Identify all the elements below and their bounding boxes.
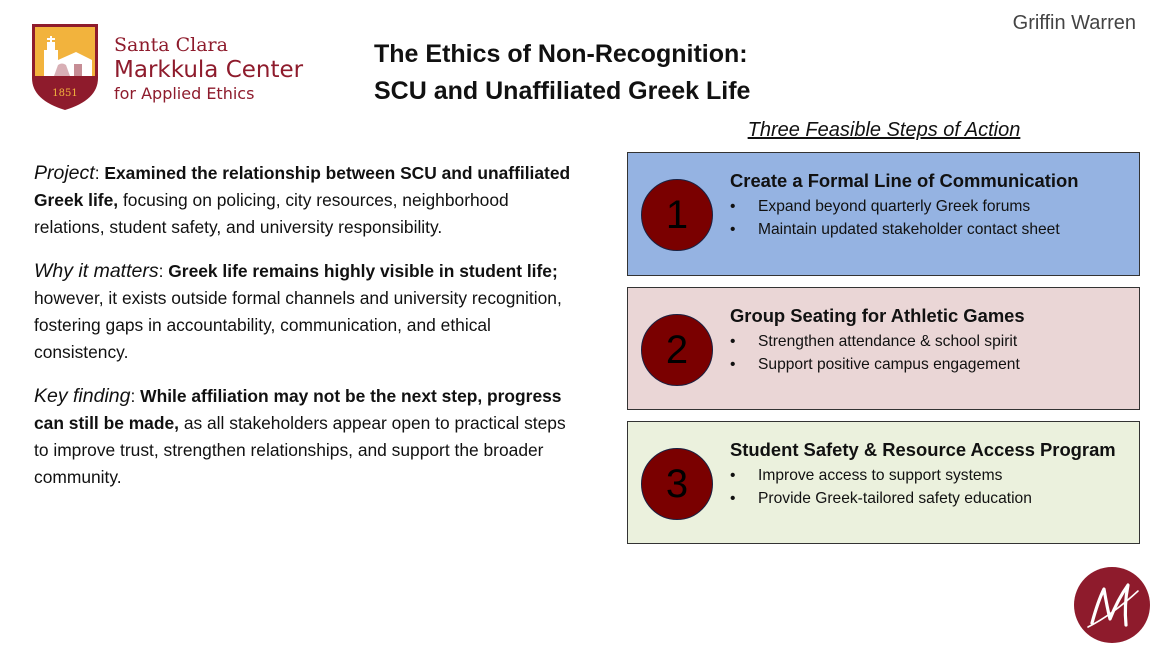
section-bold-text: While affiliation may not be the next step, progress can still be made, <box>34 386 562 433</box>
step-bullet-list <box>730 195 1060 241</box>
bullet-dot: • <box>730 356 736 373</box>
logo-wordmark <box>114 34 303 104</box>
logo-line-santa-clara: Santa Clara <box>114 34 228 56</box>
bullet-dot: • <box>730 490 736 507</box>
step-title: Create a Formal Line of Communication <box>730 170 1079 191</box>
section-body-text: as all stakeholders appear open to practical steps to improve trust, strengthen relationships, and support the broader community. <box>34 413 566 487</box>
markkula-center-logo <box>30 20 330 116</box>
summary-column <box>34 160 584 508</box>
bullet-dot: • <box>730 221 736 238</box>
section-key-finding <box>34 383 584 491</box>
section-label: Key finding <box>34 385 131 407</box>
section-separator: : <box>130 386 141 406</box>
logo-line-applied-ethics: for Applied Ethics <box>114 84 255 103</box>
step-number-badge: 1 <box>641 179 713 251</box>
step-title: Group Seating for Athletic Games <box>730 305 1025 326</box>
mission-church-shield-icon <box>30 20 100 112</box>
step-title: Student Safety & Resource Access Program <box>730 439 1116 460</box>
bullet-dot: • <box>730 198 736 215</box>
section-bold-text: Examined the relationship between SCU and unaffiliated Greek life, <box>34 163 571 210</box>
step-box-1 <box>627 152 1140 276</box>
section-why-it-matters <box>34 258 584 366</box>
logo-line-markkula-center: Markkula Center <box>114 57 304 83</box>
svg-text:1851: 1851 <box>52 88 78 99</box>
bullet-text: Provide Greek-tailored safety education <box>758 490 1032 507</box>
section-bold-text: Greek life remains highly visible in student life; <box>168 261 558 281</box>
step-bullet <box>730 330 1020 353</box>
step-number-badge: 3 <box>641 448 713 520</box>
section-body-text: however, it exists outside formal channels and university recognition, fostering gaps in accountability, communication, and ethical consistency. <box>34 288 562 362</box>
section-project <box>34 160 584 241</box>
step-number-badge: 2 <box>641 314 713 386</box>
step-box-3 <box>627 421 1140 544</box>
section-separator: : <box>94 163 105 183</box>
step-bullet <box>730 464 1032 487</box>
step-bullet <box>730 195 1060 218</box>
page-title <box>374 36 750 110</box>
bullet-text: Expand beyond quarterly Greek forums <box>758 198 1031 215</box>
bullet-text: Improve access to support systems <box>758 467 1003 484</box>
author-name: Griffin Warren <box>1012 12 1136 34</box>
steps-heading: Three Feasible Steps of Action <box>747 119 1021 141</box>
step-bullet-list <box>730 464 1032 510</box>
markkula-m-logo-icon <box>1074 567 1150 643</box>
title-line-1: The Ethics of Non-Recognition: <box>374 40 748 68</box>
section-body-text: focusing on policing, city resources, neighborhood relations, student safety, and university responsibility. <box>34 190 509 237</box>
title-line-2: SCU and Unaffiliated Greek Life <box>374 77 751 105</box>
step-bullet <box>730 218 1060 241</box>
bullet-text: Strengthen attendance & school spirit <box>758 333 1018 350</box>
step-bullet <box>730 353 1020 376</box>
bullet-text: Support positive campus engagement <box>758 356 1020 373</box>
section-label: Why it matters <box>34 260 159 282</box>
step-bullet <box>730 487 1032 510</box>
bullet-dot: • <box>730 467 736 484</box>
bullet-dot: • <box>730 333 736 350</box>
bullet-text: Maintain updated stakeholder contact sheet <box>758 221 1060 238</box>
section-separator: : <box>158 261 169 281</box>
section-label: Project <box>34 162 95 184</box>
step-box-2 <box>627 287 1140 410</box>
step-bullet-list <box>730 330 1020 376</box>
